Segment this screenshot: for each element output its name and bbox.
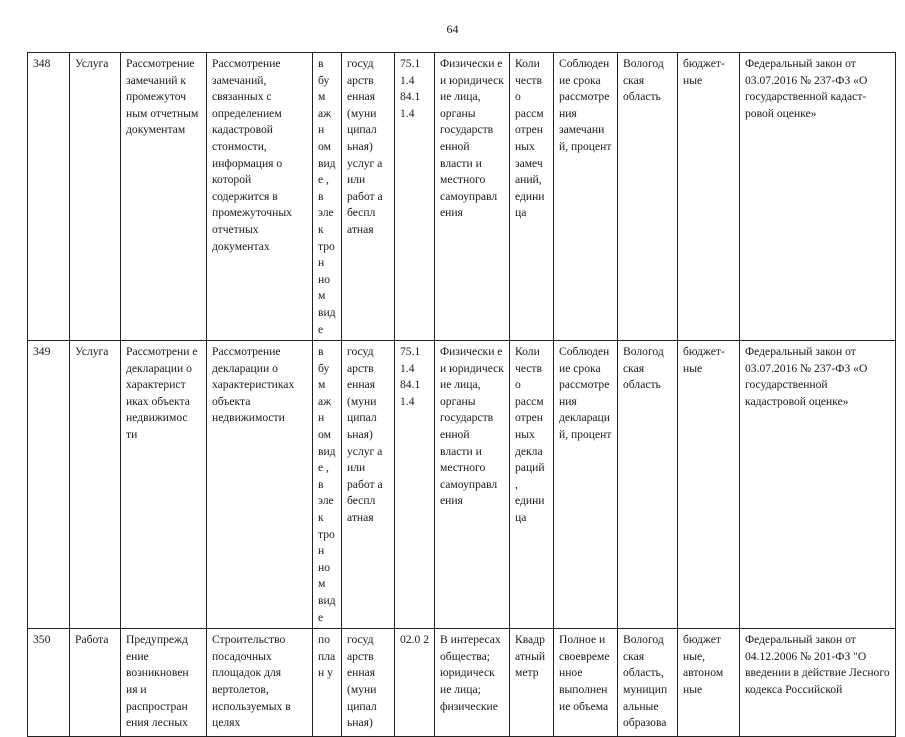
cell-type: Услуга — [70, 53, 121, 341]
page-number: 64 — [446, 22, 459, 36]
cell-form: по план у — [313, 629, 342, 737]
cell-content: Строительство посадочных площадок для вертолетов, используемых в целях — [207, 629, 313, 737]
cell-law: Федеральный закон от 03.07.2016 № 237-ФЗ «О государственной кадастровой оценке» — [740, 341, 896, 629]
cell-form: в бум ажн ом виде , в элек трон ном виде — [313, 341, 342, 629]
cell-unit: Квадр атный метр — [510, 629, 554, 737]
cell-name: Рассмотрение замечаний к промежуточ ным отчетным документам — [121, 53, 207, 341]
cell-form: в бум ажн ом виде , в элек трон ном виде — [313, 53, 342, 341]
cell-institution: бюджет- ные — [678, 341, 740, 629]
cell-basis: госуд арств енная (муни ципал ьная) услуг а или работ а беспл атная — [342, 341, 395, 629]
cell-name: Рассмотрени е декларации о характерист иках объекта недвижимос ти — [121, 341, 207, 629]
cell-consumers: Физически е и юридическ ие лица, органы государств енной власти и местного самоуправл ения — [435, 341, 510, 629]
cell-basis: госуд арств енная (муни ципал ьная) — [342, 629, 395, 737]
cell-codes: 02.0 2 — [395, 629, 435, 737]
cell-indicator: Полное и своевреме нное выполнен ие объема — [554, 629, 618, 737]
cell-number: 350 — [28, 629, 70, 737]
cell-institution: бюджет ные, автоном ные — [678, 629, 740, 737]
cell-number: 348 — [28, 53, 70, 341]
cell-name: Предупрежд ение возникновен ия и распростран ения лесных — [121, 629, 207, 737]
cell-number: 349 — [28, 341, 70, 629]
cell-institution: бюджет- ные — [678, 53, 740, 341]
cell-type: Услуга — [70, 341, 121, 629]
cell-consumers: Физически е и юридическ ие лица, органы государств енной власти и местного самоуправл ения — [435, 53, 510, 341]
cell-content: Рассмотрение декларации о характеристиках объекта недвижимости — [207, 341, 313, 629]
cell-type: Работа — [70, 629, 121, 737]
cell-unit: Коли честв о рассм отрен ных декла раций , едини ца — [510, 341, 554, 629]
cell-unit: Коли честв о рассм отрен ных замеч аний, едини ца — [510, 53, 554, 341]
table-row — [28, 341, 896, 629]
cell-basis: госуд арств енная (муни ципал ьная) услуг а или работ а беспл атная — [342, 53, 395, 341]
cell-law: Федеральный закон от 03.07.2016 № 237-ФЗ «О государственной кадаст-ровой оценке» — [740, 53, 896, 341]
cell-region: Вологод ская область — [618, 53, 678, 341]
table-row — [28, 629, 896, 737]
registry-table — [27, 52, 896, 737]
table-row — [28, 53, 896, 341]
cell-indicator: Соблюден ие срока рассмотре ния деклараци й, процент — [554, 341, 618, 629]
cell-indicator: Соблюден ие срока рассмотре ния замечани й, процент — [554, 53, 618, 341]
cell-region: Вологод ская область — [618, 341, 678, 629]
cell-law: Федеральный закон от 04.12.2006 № 201-ФЗ "О введении в действие Лесного кодекса Российской — [740, 629, 896, 737]
cell-content: Рассмотрение замечаний, связанных с определением кадастровой стоимости, информация о которой содержится в промежуточных отчетных документах — [207, 53, 313, 341]
cell-codes: 75.1 1.4 84.1 1.4 — [395, 341, 435, 629]
cell-region: Вологод ская область, муницип альные образова — [618, 629, 678, 737]
cell-consumers: В интересах общества; юридическ ие лица; физические — [435, 629, 510, 737]
cell-codes: 75.1 1.4 84.1 1.4 — [395, 53, 435, 341]
